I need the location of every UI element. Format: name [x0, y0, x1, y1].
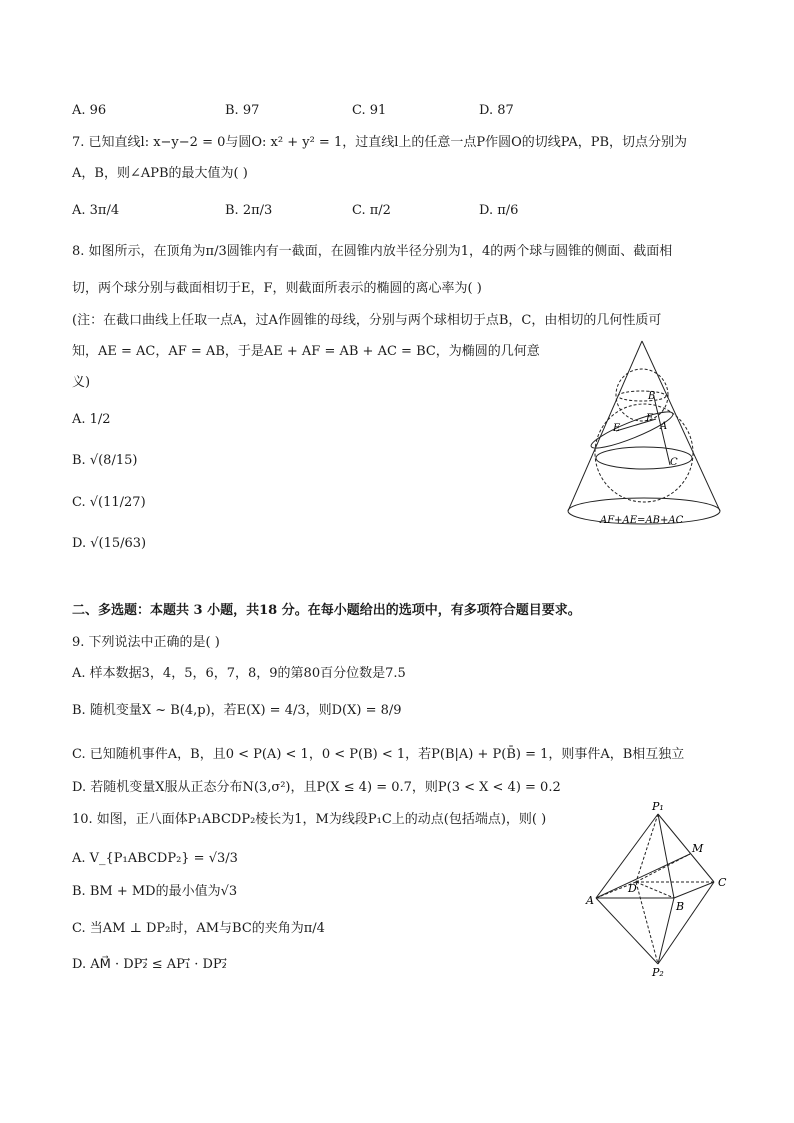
q8-stem-line1: 8. 如图所示，在顶角为π/3圆锥内有一截面，在圆锥内放半径分别为1，4的两个球与圆锥的侧面、截面相 [72, 244, 673, 259]
q8-note-line1: (注：在截口曲线上任取一点A，过A作圆锥的母线，分别与两个球相切于点B，C，由相切的几何性质可 [72, 313, 662, 328]
q8-stem-line2: 切，两个球分别与截面相切于E，F，则截面所表示的椭圆的离心率为( ) [72, 281, 482, 296]
oct-label-c: C [718, 876, 727, 889]
q10-option-a: A. V_{P₁ABCDP₂} = √3/3 [72, 851, 238, 866]
oct-label-m: M [692, 842, 704, 855]
q9-option-d: D. 若随机变量X服从正态分布N(3,σ²)，且P(X ≤ 4) = 0.7，则P(3 < X < 4) = 0.2 [72, 780, 561, 795]
cone-label-a: A [660, 421, 668, 432]
q6-option-d: D. 87 [479, 103, 514, 118]
q7-option-b: B. 2π/3 [225, 203, 273, 218]
cone-caption: AF+AE=AB+AC [600, 515, 684, 526]
q10-option-d: D. AM⃗ · DP₂⃗ ≤ AP₁⃗ · DP₂⃗ [72, 957, 227, 972]
oct-label-d: D [628, 882, 637, 895]
q8-note-line2: 知，AE = AC，AF = AB，于是AE + AF = AB + AC = BC，为椭圆的几何意 [72, 344, 540, 359]
q6-option-c: C. 91 [352, 103, 387, 118]
octahedron-figure [582, 800, 742, 980]
q8-option-d: D. √(15/63) [72, 536, 147, 551]
q8-option-c: C. √(11/27) [72, 495, 146, 510]
q8-option-b: B. √(8/15) [72, 453, 138, 468]
oct-label-p2: P₂ [652, 966, 664, 979]
q9-stem: 9. 下列说法中正确的是( ) [72, 635, 220, 650]
q7-option-a: A. 3π/4 [72, 203, 120, 218]
oct-label-p1: P₁ [652, 800, 664, 813]
q10-stem: 10. 如图，正八面体P₁ABCDP₂棱长为1，M为线段P₁C上的动点(包括端点)，则( ) [72, 812, 547, 827]
cone-label-b: B [648, 391, 656, 402]
q9-option-c: C. 已知随机事件A，B，且0 < P(A) < 1，0 < P(B) < 1，若P(B|A) + P(B̄) = 1，则事件A，B相互独立 [72, 747, 685, 762]
q7-option-c: C. π/2 [352, 203, 391, 218]
q6-option-a: A. 96 [72, 103, 107, 118]
oct-label-b: B [676, 900, 685, 913]
oct-label-a: A [586, 894, 594, 907]
cone-figure [560, 335, 730, 535]
q10-option-b: B. BM + MD的最小值为√3 [72, 884, 238, 899]
q7-stem-line1: 7. 已知直线l: x−y−2 = 0与圆O: x² + y² = 1，过直线l上的任意一点P作圆O的切线PA，PB，切点分别为 [72, 135, 688, 150]
q7-stem-line2: A，B，则∠APB的最大值为( ) [72, 166, 248, 181]
cone-label-c: C [670, 457, 678, 468]
q6-option-b: B. 97 [225, 103, 260, 118]
q10-option-c: C. 当AM ⊥ DP₂时，AM与BC的夹角为π/4 [72, 921, 325, 936]
cone-label-e: E [613, 423, 621, 434]
q8-note-line3: 义) [72, 375, 91, 390]
section-heading: 二、多选题：本题共 3 小题，共18 分。在每小题给出的选项中，有多项符合题目要求。 [72, 603, 581, 618]
q8-option-a: A. 1/2 [72, 412, 111, 427]
cone-label-f: F [646, 413, 653, 424]
q9-option-a: A. 样本数据3，4，5，6，7，8，9的第80百分位数是7.5 [72, 666, 406, 681]
q9-option-b: B. 随机变量X ~ B(4,p)，若E(X) = 4/3，则D(X) = 8/9 [72, 703, 402, 718]
q7-option-d: D. π/6 [479, 203, 519, 218]
